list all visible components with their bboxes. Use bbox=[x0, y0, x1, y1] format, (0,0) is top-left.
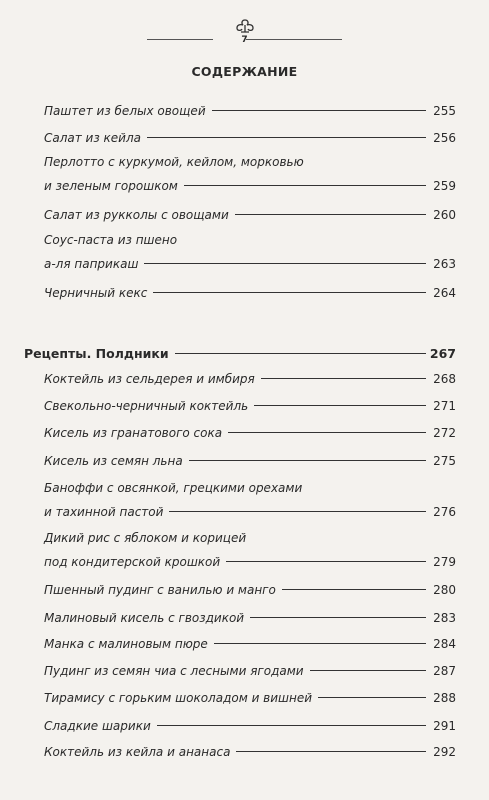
entry-title: Манка с малиновым пюре bbox=[44, 637, 208, 651]
toc-entry-line bbox=[44, 394, 456, 418]
page-ref: 279 bbox=[433, 555, 456, 569]
leader-line bbox=[282, 589, 426, 590]
toc-entry-line bbox=[44, 126, 456, 150]
page-ref: 256 bbox=[433, 131, 456, 145]
page-ref: 284 bbox=[433, 637, 456, 651]
toc-entry-line bbox=[44, 421, 456, 445]
entry-title: Кисель из семян льна bbox=[44, 454, 183, 468]
header-rule-right bbox=[246, 39, 342, 40]
toc-entry bbox=[44, 449, 456, 473]
page-ref: 276 bbox=[433, 505, 456, 519]
toc-entry-line bbox=[44, 526, 456, 550]
toc-entry-line bbox=[44, 99, 456, 123]
leader-line bbox=[250, 617, 426, 618]
leader-line bbox=[318, 697, 426, 698]
entry-title: Соус-паста из пшено bbox=[44, 233, 178, 247]
entry-title: Тирамису с горьким шоколадом и вишней bbox=[44, 691, 313, 705]
entry-title: и тахинной пастой bbox=[44, 505, 164, 519]
entry-title: Свекольно-черничный коктейль bbox=[44, 399, 249, 413]
page-ref: 267 bbox=[429, 346, 456, 361]
entry-title: Салат из кейла bbox=[44, 131, 142, 145]
toc-entry-line bbox=[44, 150, 456, 174]
leader-line bbox=[147, 137, 426, 138]
toc-entry-line bbox=[44, 578, 456, 602]
toc-entry-line bbox=[44, 500, 456, 524]
toc-entry-line bbox=[24, 342, 456, 366]
toc-entry bbox=[44, 659, 456, 683]
toc-entry-line bbox=[44, 281, 456, 305]
entry-title: Коктейль из сельдерея и имбиря bbox=[44, 372, 255, 386]
entry-title: Дикий рис с яблоком и корицей bbox=[44, 531, 247, 545]
leader-line bbox=[157, 725, 426, 726]
page-ref: 288 bbox=[433, 691, 456, 705]
entry-title: Пудинг из семян чиа с лесными ягодами bbox=[44, 664, 304, 678]
toc-entry bbox=[44, 367, 456, 391]
toc-entry bbox=[44, 150, 456, 198]
leader-line bbox=[226, 561, 426, 562]
leader-line bbox=[228, 432, 426, 433]
toc-entry bbox=[44, 421, 456, 445]
page-title: СОДЕРЖАНИЕ bbox=[191, 64, 298, 79]
toc-entry bbox=[44, 394, 456, 418]
toc-entry-line bbox=[44, 203, 456, 227]
toc-entry bbox=[44, 714, 456, 738]
toc-entry-line bbox=[44, 476, 456, 500]
toc-entry-line bbox=[44, 550, 456, 574]
toc-entry-line bbox=[44, 659, 456, 683]
entry-title: а-ля паприкаш bbox=[44, 257, 139, 271]
toc-entry bbox=[44, 740, 456, 764]
leader-line bbox=[153, 292, 426, 293]
entry-title: Перлотто с куркумой, кейлом, морковью bbox=[44, 155, 304, 169]
leader-line bbox=[236, 751, 426, 752]
leader-line bbox=[214, 643, 426, 644]
entry-title: Сладкие шарики bbox=[44, 719, 151, 733]
page-ref: 255 bbox=[433, 104, 456, 118]
leader-line bbox=[175, 353, 426, 354]
toc-entry bbox=[44, 476, 456, 524]
page-ref: 280 bbox=[433, 583, 456, 597]
page-header bbox=[0, 18, 489, 45]
page-ref: 287 bbox=[433, 664, 456, 678]
toc-entry-line bbox=[44, 632, 456, 656]
page-ref: 264 bbox=[433, 286, 456, 300]
entry-title: Малиновый кисель с гвоздикой bbox=[44, 611, 245, 625]
leader-line bbox=[254, 405, 426, 406]
page-ref: 272 bbox=[433, 426, 456, 440]
toc-entry-line bbox=[44, 252, 456, 276]
entry-title: Черничный кекс bbox=[44, 286, 148, 300]
page-ref: 263 bbox=[433, 257, 456, 271]
leader-line bbox=[261, 378, 426, 379]
toc-entry bbox=[44, 686, 456, 710]
entry-title: Салат из рукколы с овощами bbox=[44, 208, 229, 222]
toc-entry bbox=[44, 578, 456, 602]
page-ref: 283 bbox=[433, 611, 456, 625]
page-ref: 291 bbox=[433, 719, 456, 733]
toc-entry bbox=[44, 632, 456, 656]
page-ref: 271 bbox=[433, 399, 456, 413]
toc-entry bbox=[44, 99, 456, 123]
toc-entry-line bbox=[44, 740, 456, 764]
toc-entry-line bbox=[44, 174, 456, 198]
toc-entry bbox=[44, 606, 456, 630]
toc-entry-line bbox=[44, 449, 456, 473]
floral-ornament-icon bbox=[227, 18, 263, 34]
header-rule-left bbox=[147, 39, 213, 40]
leader-line bbox=[144, 263, 426, 264]
leader-line bbox=[184, 185, 426, 186]
page-ref: 275 bbox=[433, 454, 456, 468]
leader-line bbox=[235, 214, 426, 215]
page-ref: 292 bbox=[433, 745, 456, 759]
page-ref: 260 bbox=[433, 208, 456, 222]
entry-title: Баноффи с овсянкой, грецкими орехами bbox=[44, 481, 303, 495]
entry-title: Коктейль из кейла и ананаса bbox=[44, 745, 231, 759]
toc-entry bbox=[44, 228, 456, 276]
page-number: 7 bbox=[241, 35, 248, 45]
entry-title: Пшенный пудинг с ванилью и манго bbox=[44, 583, 276, 597]
toc-section-heading bbox=[24, 342, 456, 366]
toc-entry-line bbox=[44, 367, 456, 391]
leader-line bbox=[169, 511, 426, 512]
toc-entry-line bbox=[44, 686, 456, 710]
entry-title: и зеленым горошком bbox=[44, 179, 178, 193]
section-title: Рецепты. Полдники bbox=[24, 346, 169, 361]
toc-entry-line bbox=[44, 606, 456, 630]
entry-title: Паштет из белых овощей bbox=[44, 104, 206, 118]
leader-line bbox=[212, 110, 426, 111]
toc-entry-line bbox=[44, 714, 456, 738]
page-ref: 268 bbox=[433, 372, 456, 386]
entry-title: Кисель из гранатового сока bbox=[44, 426, 223, 440]
toc-entry bbox=[44, 281, 456, 305]
toc-entry-line bbox=[44, 228, 456, 252]
leader-line bbox=[189, 460, 426, 461]
page-ref: 259 bbox=[433, 179, 456, 193]
toc-entry bbox=[44, 203, 456, 227]
toc-entry bbox=[44, 526, 456, 574]
leader-line bbox=[310, 670, 426, 671]
toc-entry bbox=[44, 126, 456, 150]
entry-title: под кондитерской крошкой bbox=[44, 555, 221, 569]
